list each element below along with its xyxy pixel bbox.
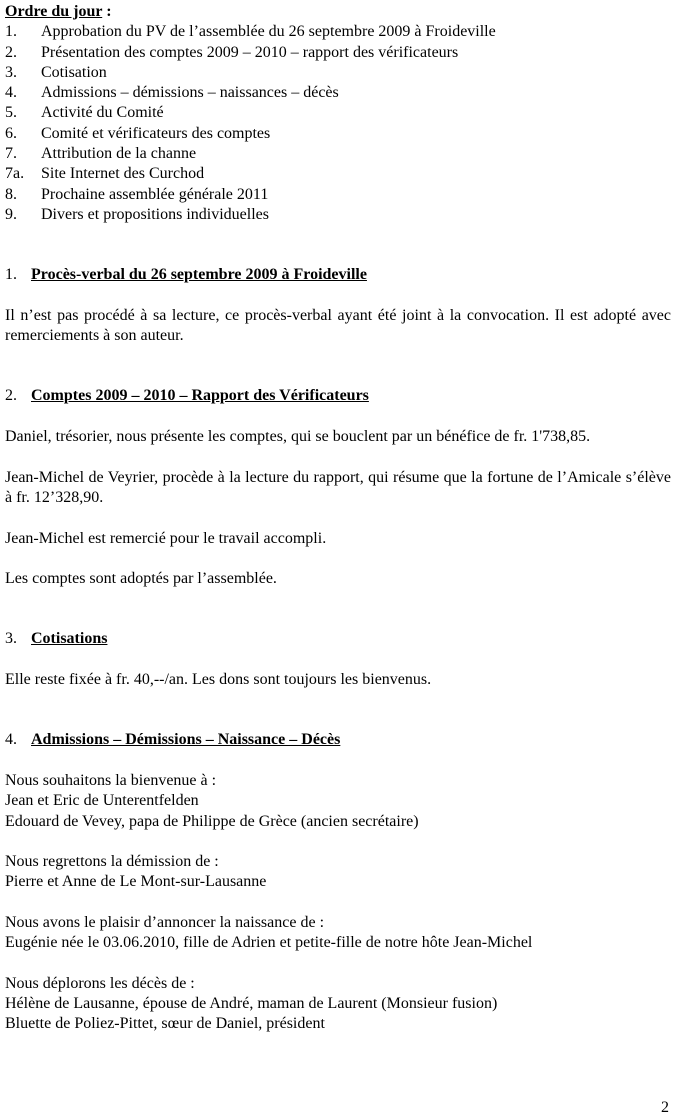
text-line: Hélène de Lausanne, épouse de André, maman de Laurent (Monsieur fusion) xyxy=(5,995,498,1013)
paragraph: Jean-Michel de Veyrier, procède à la lecture du rapport, qui résume que la fortune de l’Amicale s’élève à fr. 12’328,90. xyxy=(5,468,671,506)
agenda-item-number: 7a. xyxy=(5,165,25,183)
section-title: Admissions – Démissions – Naissance – Décès xyxy=(31,731,341,749)
agenda-item-text: Cotisation xyxy=(41,63,107,81)
section-heading xyxy=(5,629,671,649)
section-title: Comptes 2009 – 2010 – Rapport des Vérificateurs xyxy=(31,387,369,405)
agenda-item-number: 8. xyxy=(5,185,17,203)
section-heading xyxy=(5,386,671,406)
agenda-item xyxy=(5,185,671,205)
agenda-item-text: Activité du Comité xyxy=(41,104,164,122)
text-line: Nous souhaitons la bienvenue à : xyxy=(5,771,217,789)
text-line: Pierre et Anne de Le Mont-sur-Lausanne xyxy=(5,873,267,891)
section-number: 2. xyxy=(5,387,17,405)
agenda-heading xyxy=(5,2,671,22)
agenda-item xyxy=(5,164,671,184)
agenda-item xyxy=(5,83,671,103)
agenda-item-text: Attribution de la channe xyxy=(41,145,197,163)
section-title: Procès-verbal du 26 septembre 2009 à Froideville xyxy=(31,266,367,284)
text-block xyxy=(5,974,671,1035)
agenda-title: Ordre du jour xyxy=(5,3,103,20)
section-heading xyxy=(5,730,671,750)
agenda-item xyxy=(5,43,671,63)
agenda-item xyxy=(5,63,671,83)
text-block xyxy=(5,852,671,893)
agenda-item-text: Divers et propositions individuelles xyxy=(41,205,269,223)
agenda-item-number: 9. xyxy=(5,205,17,223)
text-line: Edouard de Vevey, papa de Philippe de Grèce (ancien secrétaire) xyxy=(5,812,419,830)
text-line: Bluette de Poliez-Pittet, sœur de Daniel, président xyxy=(5,1015,325,1033)
agenda-item xyxy=(5,144,671,164)
agenda-item xyxy=(5,22,671,42)
text-line: Eugénie née le 03.06.2010, fille de Adrien et petite-fille de notre hôte Jean-Michel xyxy=(5,934,533,952)
agenda-item-text: Admissions – démissions – naissances – décès xyxy=(41,84,339,102)
text-line: Nous déplorons les décès de : xyxy=(5,974,195,992)
agenda-item-number: 4. xyxy=(5,84,17,102)
agenda-item-number: 2. xyxy=(5,43,17,61)
paragraph: Daniel, trésorier, nous présente les comptes, qui se bouclent par un bénéfice de fr. 1'738,85. xyxy=(5,428,591,446)
text-line: Jean et Eric de Unterentfelden xyxy=(5,792,199,810)
text-line: Nous avons le plaisir d’annoncer la naissance de : xyxy=(5,913,325,931)
agenda-item-number: 1. xyxy=(5,23,17,41)
agenda-colon: : xyxy=(102,3,112,20)
agenda-item-number: 6. xyxy=(5,124,17,142)
paragraph: Jean-Michel est remercié pour le travail accompli. xyxy=(5,529,327,547)
agenda-item-text: Site Internet des Curchod xyxy=(41,165,205,183)
agenda-item xyxy=(5,103,671,123)
agenda-item xyxy=(5,205,671,225)
section-number: 1. xyxy=(5,266,17,284)
agenda-item-number: 7. xyxy=(5,145,17,163)
agenda-list xyxy=(5,22,671,225)
agenda-item-number: 5. xyxy=(5,104,17,122)
paragraph: Il n’est pas procédé à sa lecture, ce procès-verbal ayant été joint à la convocation. Il est adopté avec remerciements à son auteur. xyxy=(5,306,671,345)
agenda-item xyxy=(5,124,671,144)
agenda-item-text: Prochaine assemblée générale 2011 xyxy=(41,185,269,203)
text-block xyxy=(5,913,671,954)
agenda-item-text: Approbation du PV de l’assemblée du 26 septembre 2009 à Froideville xyxy=(41,23,496,41)
section-number: 3. xyxy=(5,630,17,648)
text-line: Nous regrettons la démission de : xyxy=(5,853,219,871)
agenda-item-text: Comité et vérificateurs des comptes xyxy=(41,124,271,142)
text-block xyxy=(5,771,671,832)
paragraph: Elle reste fixée à fr. 40,--/an. Les dons sont toujours les bienvenus. xyxy=(5,671,432,689)
agenda-item-number: 3. xyxy=(5,63,17,81)
page-number: 2 xyxy=(661,1099,669,1116)
document-page xyxy=(5,2,671,1035)
agenda-item-text: Présentation des comptes 2009 – 2010 – rapport des vérificateurs xyxy=(41,43,459,61)
section-title: Cotisations xyxy=(31,630,108,648)
section-number: 4. xyxy=(5,731,17,749)
section-heading xyxy=(5,265,671,285)
paragraph: Les comptes sont adoptés par l’assemblée. xyxy=(5,570,277,588)
